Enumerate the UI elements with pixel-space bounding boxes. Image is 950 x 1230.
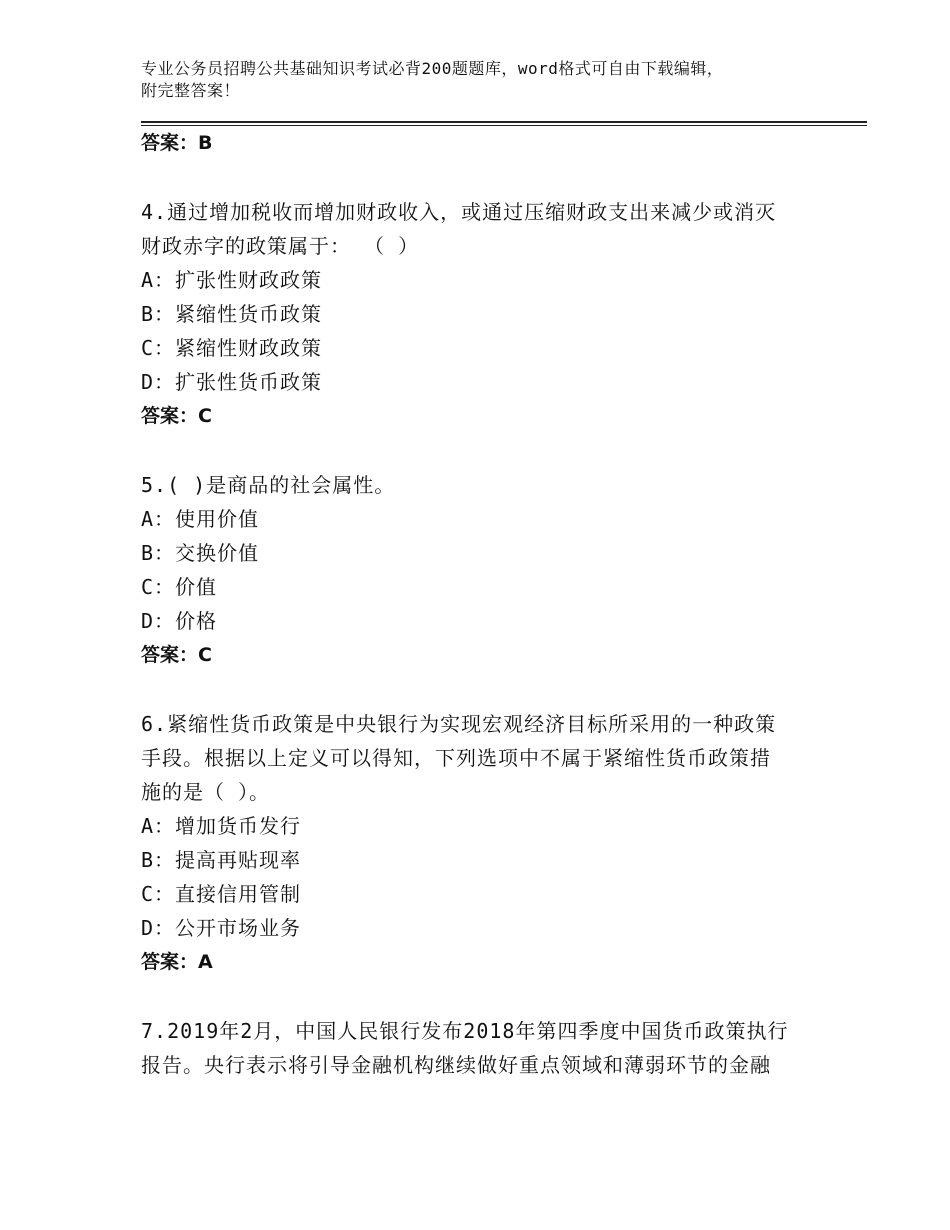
question-text-line: 7.2019年2月，中国人民银行发布2018年第四季度中国货币政策执行 <box>141 1019 789 1043</box>
header-line-1: 专业公务员招聘公共基础知识考试必背200题题库，word格式可自由下载编辑， <box>141 59 724 78</box>
option-b: B：交换价值 <box>141 541 260 565</box>
answer-label: 答案：C <box>141 644 212 666</box>
question-6 <box>141 707 841 979</box>
answer-label: 答案：A <box>141 951 213 973</box>
question-text-line: 4.通过增加税收而增加财政收入，或通过压缩财政支出来减少或消灭 <box>141 200 777 224</box>
question-text-line: 财政赤字的政策属于： （ ） <box>141 234 420 258</box>
question-text-line: 施的是（ ）。 <box>141 780 271 804</box>
option-c: C：价值 <box>141 575 218 599</box>
option-a: A：增加货币发行 <box>141 814 302 838</box>
header-line-2: 附完整答案！ <box>141 81 241 100</box>
option-d: D：价格 <box>141 609 218 633</box>
question-text-line: 报告。央行表示将引导金融机构继续做好重点领域和薄弱环节的金融 <box>141 1053 771 1077</box>
question-7 <box>141 1014 841 1082</box>
option-d: D：扩张性货币政策 <box>141 370 323 394</box>
option-a: A：扩张性财政政策 <box>141 268 323 292</box>
page-header <box>141 58 841 102</box>
question-text-line: 6.紧缩性货币政策是中央银行为实现宏观经济目标所采用的一种政策 <box>141 712 777 736</box>
question-5 <box>141 468 841 672</box>
question-text-line: 手段。根据以上定义可以得知，下列选项中不属于紧缩性货币政策措 <box>141 746 771 770</box>
header-divider-thick <box>141 121 867 123</box>
answer-label: 答案：B <box>141 132 213 154</box>
option-d: D：公开市场业务 <box>141 916 302 940</box>
question-4 <box>141 195 841 433</box>
option-b: B：紧缩性货币政策 <box>141 302 323 326</box>
option-c: C：紧缩性财政政策 <box>141 336 323 360</box>
question-text-line: 5.( )是商品的社会属性。 <box>141 473 396 497</box>
option-a: A：使用价值 <box>141 507 260 531</box>
prev-answer-block <box>141 126 841 160</box>
answer-label: 答案：C <box>141 405 212 427</box>
option-c: C：直接信用管制 <box>141 882 302 906</box>
option-b: B：提高再贴现率 <box>141 848 302 872</box>
